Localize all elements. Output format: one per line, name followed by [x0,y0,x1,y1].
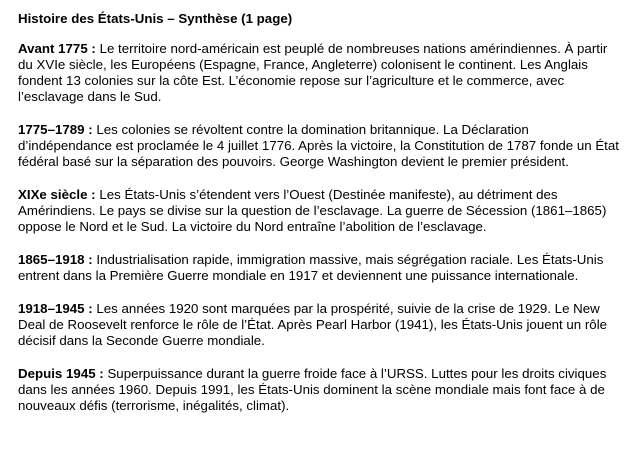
section-1865-1918 [18,252,623,284]
section-label: 1775–1789 : [18,122,93,137]
section-label: Avant 1775 : [18,41,96,56]
section-text: Superpuissance durant la guerre froide face à l’URSS. Luttes pour les droits civiques dans les années 1960. Depuis 1991, les États-Unis dominent la scène mondiale mais font face à de nouveaux défis (terrorisme, inégalités, climat). [18,366,607,413]
section-1775-1789 [18,122,623,170]
document-title: Histoire des États-Unis – Synthèse (1 page) [18,11,293,26]
section-xixe-siecle [18,187,623,235]
section-label: 1865–1918 : [18,252,93,267]
section-depuis-1945 [18,366,623,414]
section-1918-1945 [18,301,623,349]
section-avant-1775 [18,41,623,105]
section-text: Les années 1920 sont marquées par la prospérité, suivie de la crise de 1929. Le New Deal de Roosevelt renforce le rôle de l’État. Après Pearl Harbor (1941), les États-Unis jouent un rôle décisif dans la Seconde Guerre mondiale. [18,301,608,348]
document-page [18,11,623,431]
section-text: Les États-Unis s’étendent vers l’Ouest (Destinée manifeste), au détriment des Amérindiens. Le pays se divise sur la question de l’esclavage. La guerre de Sécession (1861–1865) oppose le Nord et le Sud. La victoire du Nord entraîne l’abolition de l’esclavage. [18,187,607,234]
section-text: Les colonies se révoltent contre la domination britannique. La Déclaration d’indépendance est proclamée le 4 juillet 1776. Après la victoire, la Constitution de 1787 fonde un État fédéral basé sur la séparation des pouvoirs. George Washington devient le premier président. [18,122,619,169]
section-label: Depuis 1945 : [18,366,104,381]
section-text: Industrialisation rapide, immigration massive, mais ségrégation raciale. Les États-Unis entrent dans la Première Guerre mondiale en 1917 et deviennent une puissance internationale. [18,252,604,283]
section-text: Le territoire nord-américain est peuplé de nombreuses nations amérindiennes. À partir du XVIe siècle, les Européens (Espagne, France, Angleterre) colonisent le continent. Les Anglais fondent 13 colonies sur la côte Est. L’économie repose sur l’agriculture et le commerce, avec l’esclavage dans le Sud. [18,41,608,104]
section-label: 1918–1945 : [18,301,93,316]
section-label: XIXe siècle : [18,187,96,202]
